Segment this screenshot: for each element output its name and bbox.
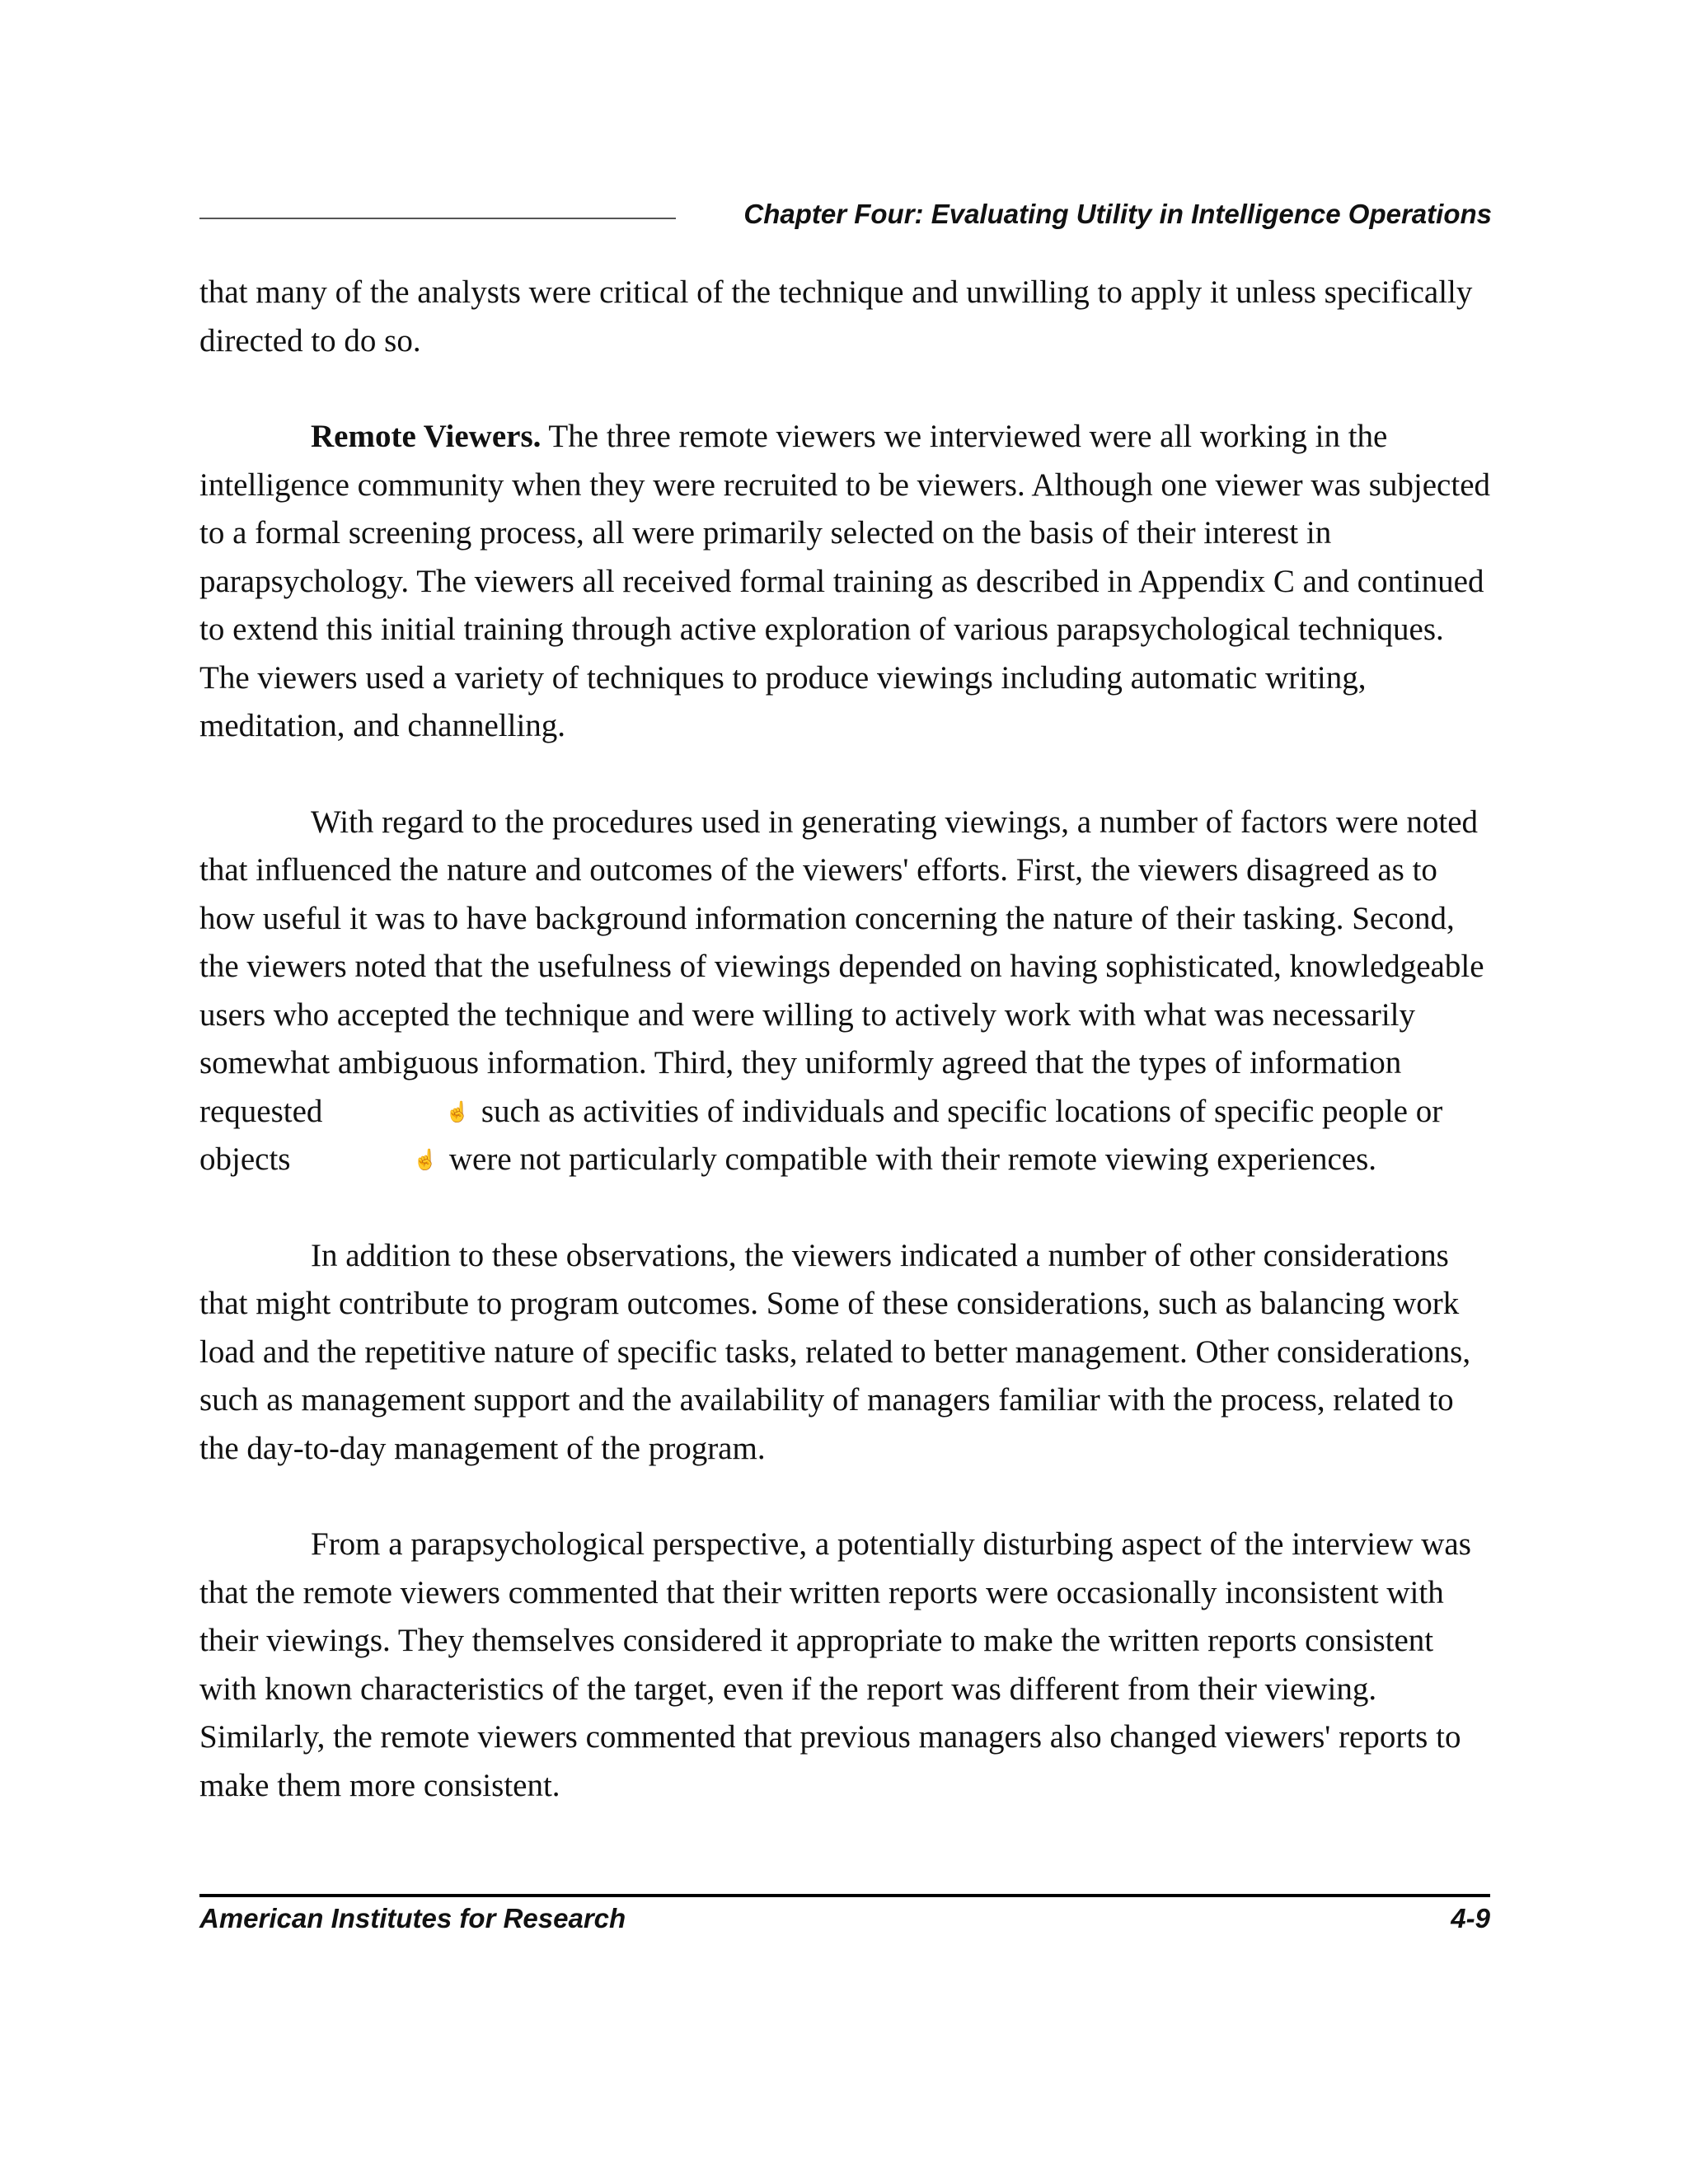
- body-text: [199, 269, 1490, 1858]
- paragraph-procedures: [199, 799, 1490, 1184]
- run-in-heading: Remote Viewers.: [311, 419, 542, 454]
- paragraph-remote-viewers: [199, 413, 1490, 751]
- footer-rule: [199, 1894, 1490, 1897]
- pointing-hand-icon: ☝: [445, 1101, 471, 1123]
- paragraph-continuation: that many of the analysts were critical of the technique and unwilling to apply it unless specifically directed to do so.: [199, 274, 1473, 359]
- pointing-hand-icon: ☝: [413, 1150, 438, 1171]
- paragraph-perspective: From a parapsychological perspective, a potentially disturbing aspect of the interview was that the remote viewers commented that their written reports were occasionally inconsistent with their viewings. They themselves considered it appropriate to make the written reports consistent with known characteristics of the target, even if the report was different from their viewing. Similarly, the remote viewers commented that previous managers also changed viewers' reports to make them more consistent.: [199, 1526, 1471, 1803]
- paragraph-text: The three remote viewers we interviewed were all working in the intelligence community when they were recruited to be viewers. Although one viewer was subjected to a formal screening process, all were primarily selected on the basis of their interest in parapsychology. The viewers all received formal training as described in Appendix C and continued to extend this initial training through active exploration of various parapsychological techniques. The viewers used a variety of techniques to produce viewings including automatic writing, meditation, and channelling.: [199, 419, 1490, 743]
- footer-organization: American Institutes for Research: [199, 1903, 626, 1933]
- paragraph-text: With regard to the procedures used in generating viewings, a number of factors were noted that influenced the nature and outcomes of the viewers' efforts. First, the viewers disagreed as to how useful it was to have background information concerning the nature of their tasking. Second, the viewers noted that the usefulness of viewings depended on having sophisticated, knowledgeable users who accepted the technique and were willing to actively work with what was necessarily somewhat ambiguous information. Third, they uniformly agreed that the types of information requested: [199, 804, 1484, 1129]
- paragraph-text: such as activities of individuals and specific locations of specific people or objects: [199, 1093, 1443, 1177]
- paragraph-considerations: In addition to these observations, the viewers indicated a number of other considerations that might contribute to program outcomes. Some of these considerations, such as balancing work load and the repetitive nature of specific tasks, related to better management. Other considerations, such as management support and the availability of managers familiar with the process, related to the day-to-day management of the program.: [199, 1237, 1471, 1466]
- paragraph-text: were not particularly compatible with their remote viewing experiences.: [448, 1141, 1377, 1177]
- page-number: 4-9: [1451, 1903, 1490, 1933]
- header-rule: [199, 218, 676, 219]
- running-header-title: Chapter Four: Evaluating Utility in Intelligence Operations: [743, 199, 1492, 229]
